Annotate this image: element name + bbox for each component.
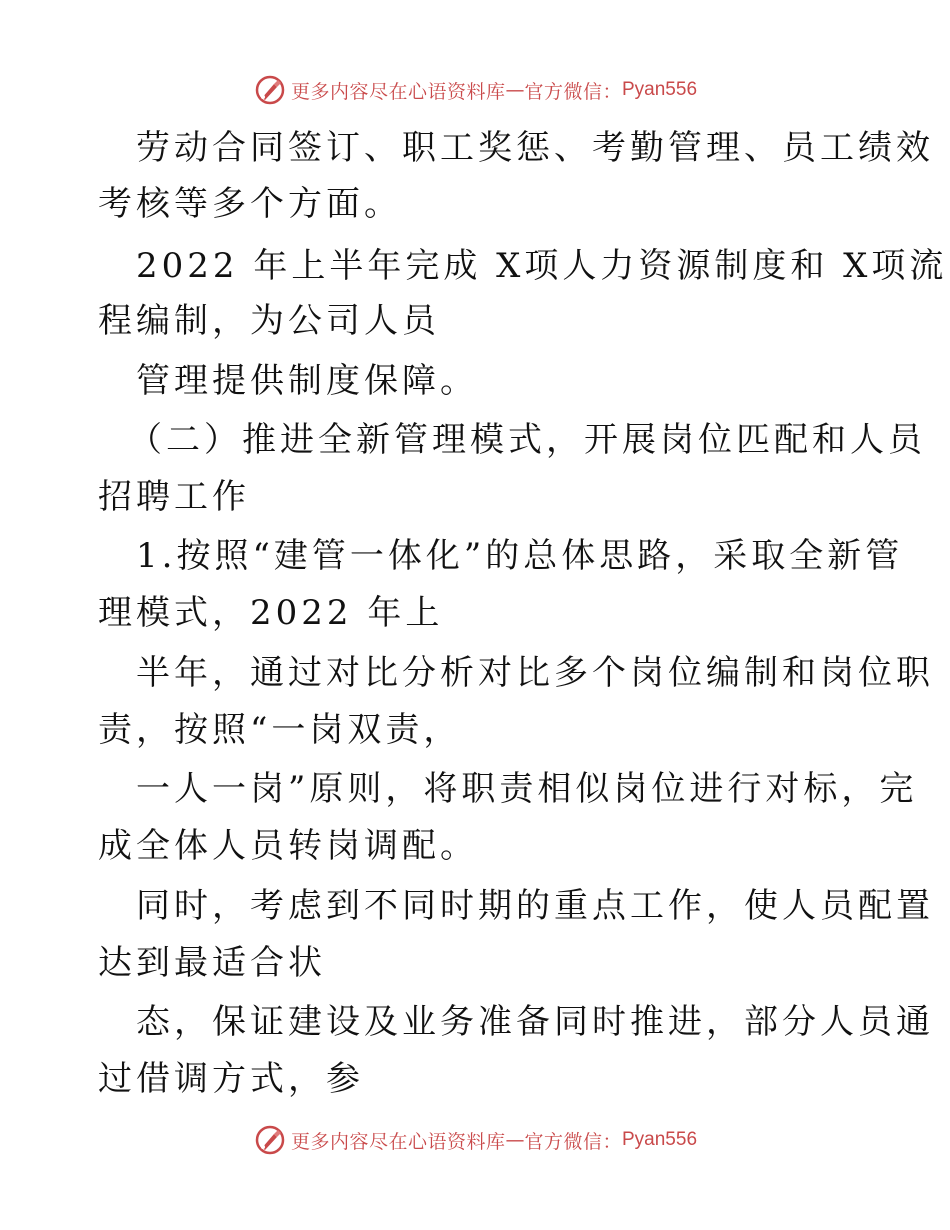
- text-line: 考核等多个方面。: [98, 184, 402, 224]
- text-line: 达到最适合状: [98, 943, 326, 983]
- text-line: 成全体人员转岗调配。: [98, 826, 478, 866]
- footer-watermark: [0, 1120, 950, 1160]
- text-line: 理模式，2022 年上: [98, 593, 444, 633]
- watermark-wechat-id: Pyan556: [622, 1129, 698, 1150]
- watermark-wechat-label: 官方微信：: [524, 80, 622, 103]
- watermark-separator: —: [505, 79, 525, 101]
- text-line: 2022 年上半年完成 X项人力资源制度和 X项流: [136, 246, 948, 286]
- watermark-wechat-label: 官方微信：: [524, 1130, 622, 1153]
- text-line: 态，保证建设及业务准备同时推进，部分人员通: [136, 1002, 934, 1042]
- text-line: 半年，通过对比分析对比多个岗位编制和岗位职: [136, 653, 934, 693]
- section-heading: 招聘工作: [98, 477, 250, 517]
- watermark-text: 更多内容尽在心语资料库: [290, 80, 506, 103]
- brush-pen-logo-icon: [253, 1123, 287, 1157]
- text-line: 过借调方式，参: [98, 1059, 364, 1099]
- watermark-wechat-id: Pyan556: [622, 79, 698, 100]
- watermark-text: 更多内容尽在心语资料库: [290, 1130, 506, 1153]
- text-line: 程编制，为公司人员: [98, 301, 440, 341]
- text-line: 1.按照“建管一体化”的总体思路，采取全新管: [136, 536, 904, 576]
- section-heading: （二）推进全新管理模式，开展岗位匹配和人员: [128, 420, 926, 460]
- text-line: 同时，考虑到不同时期的重点工作，使人员配置: [136, 886, 934, 926]
- text-line: 管理提供制度保障。: [136, 361, 478, 401]
- text-line: 劳动合同签订、职工奖惩、考勤管理、员工绩效: [136, 128, 934, 168]
- text-line: 一人一岗”原则，将职责相似岗位进行对标，完: [136, 769, 918, 809]
- watermark-separator: —: [505, 1129, 525, 1151]
- text-line: 责，按照“一岗双责，: [98, 710, 462, 750]
